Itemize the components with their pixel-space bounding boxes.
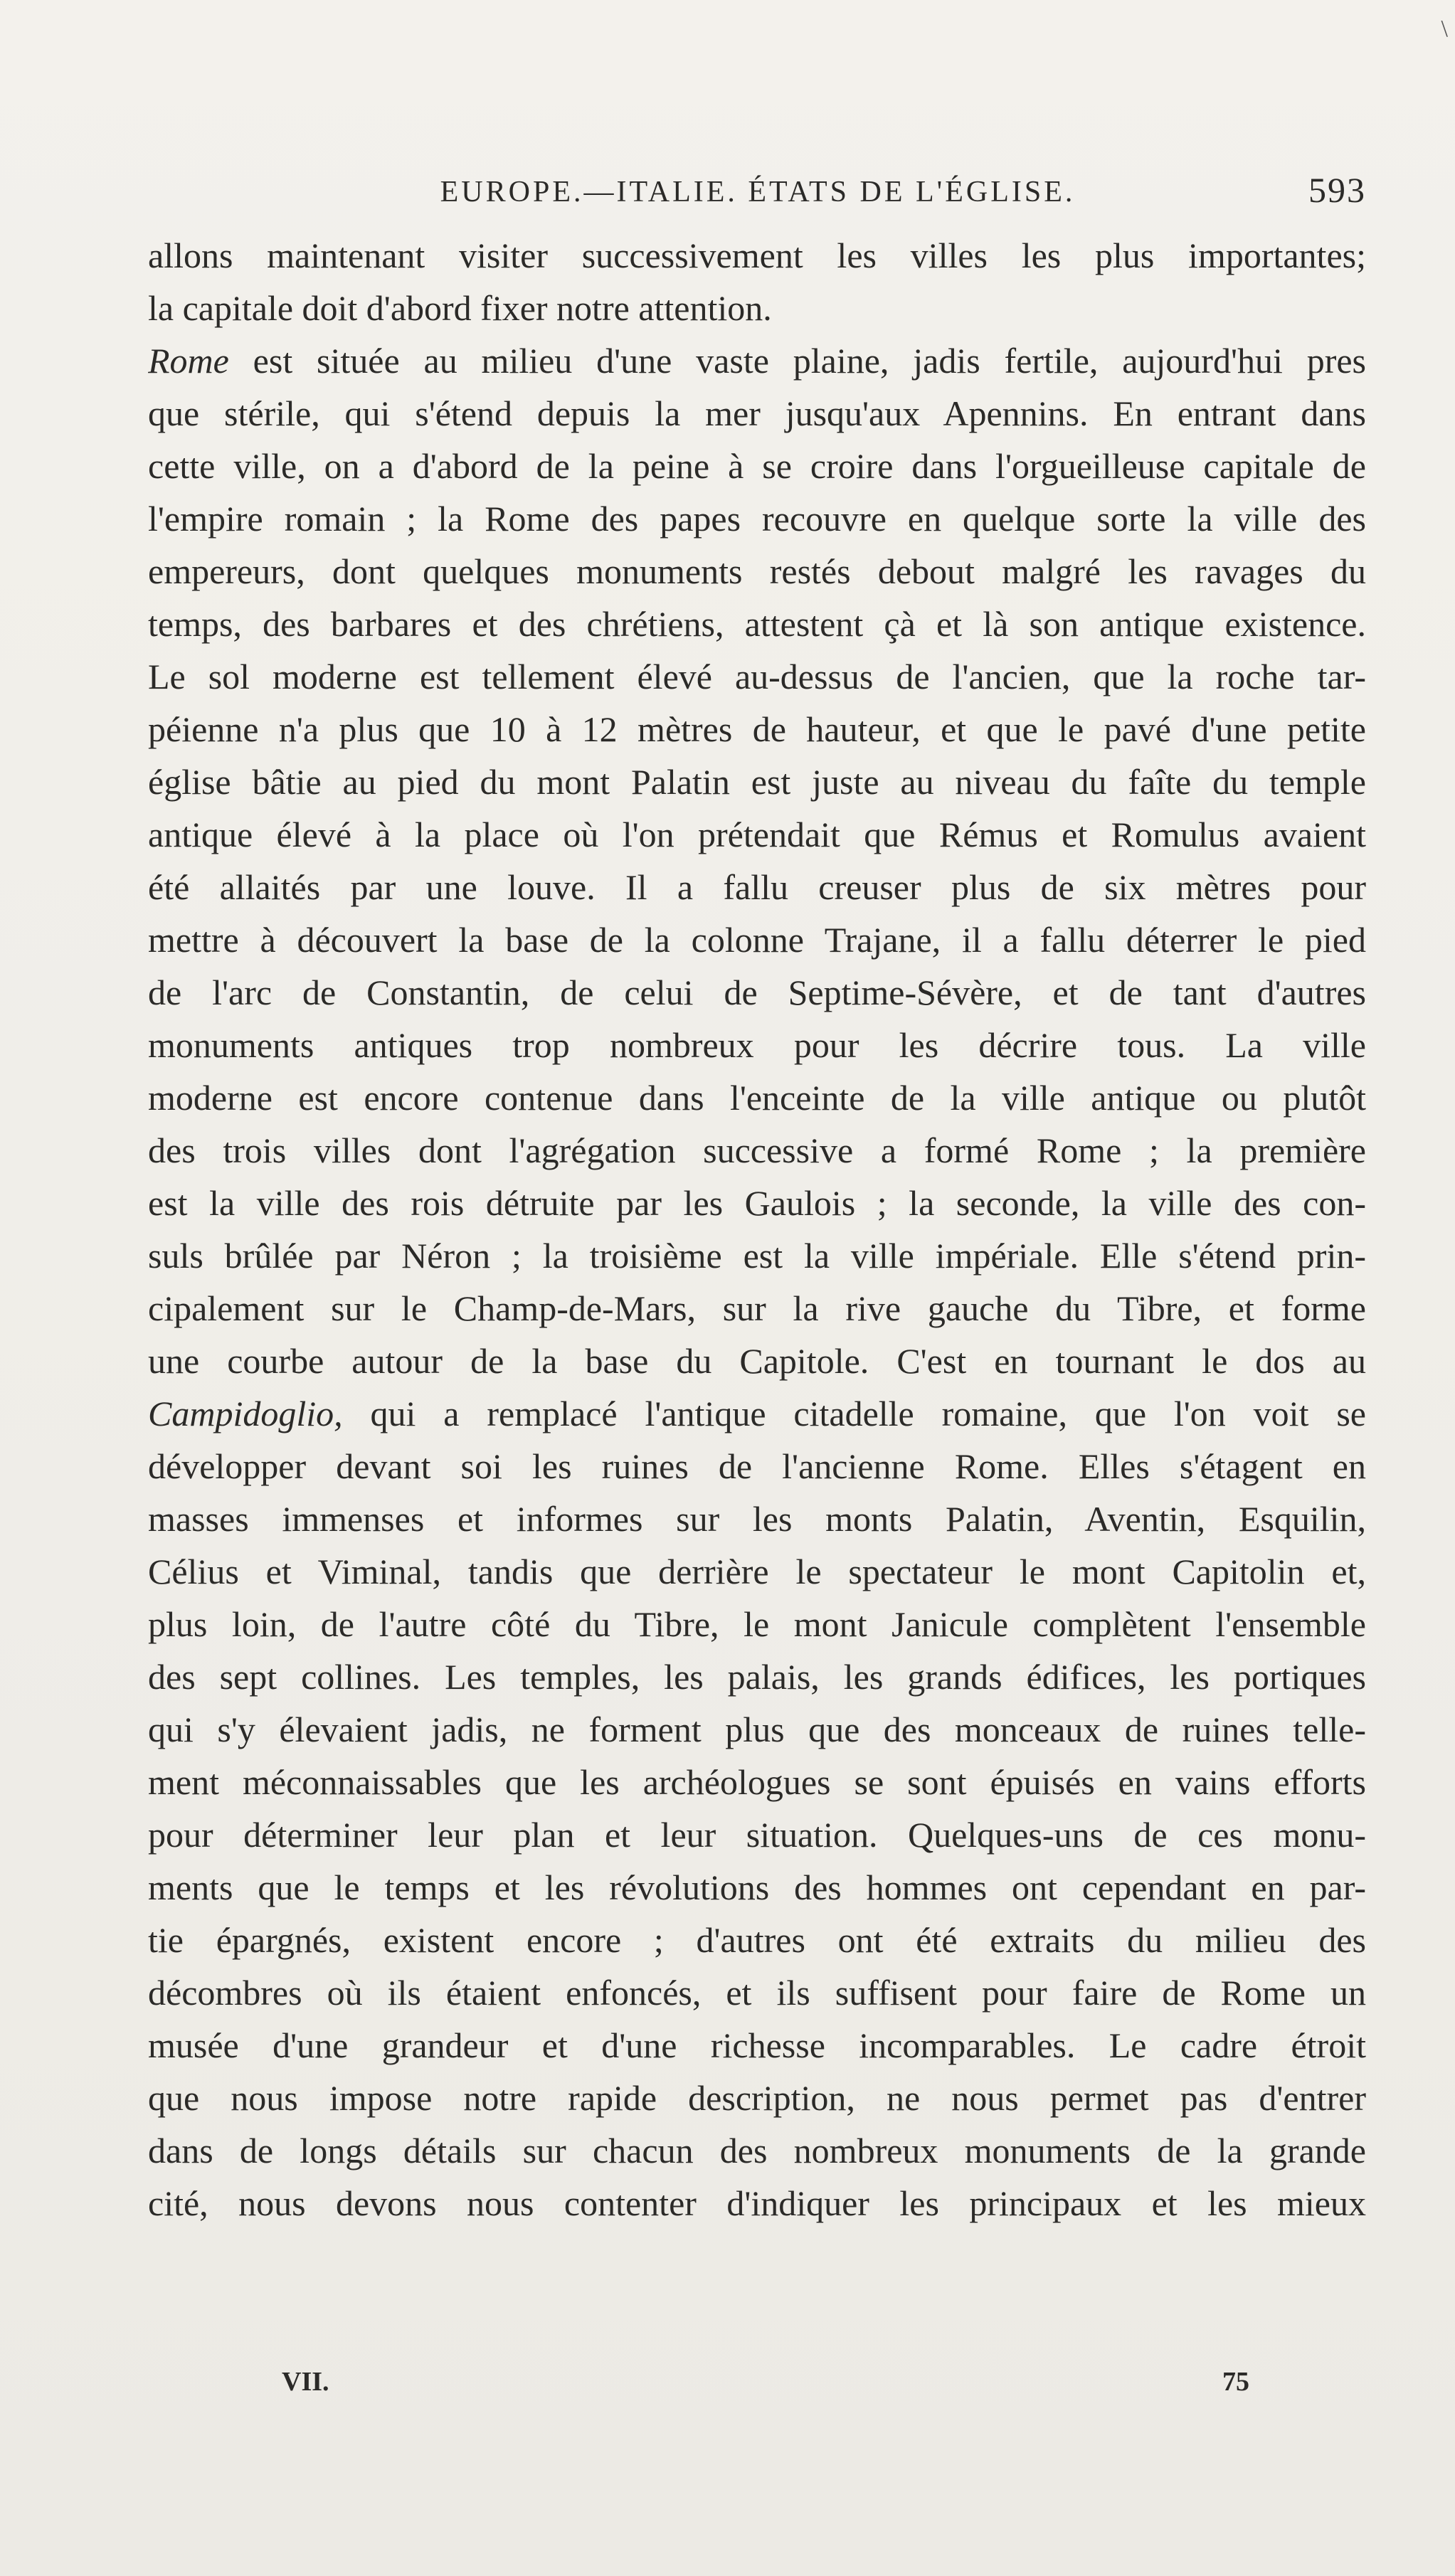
text-line: tie épargnés, existent encore ; d'autres ont été extraits du milieu des <box>148 1920 1366 1960</box>
corner-mark: \ <box>1441 16 1448 42</box>
text-line: plus loin, de l'autre côté du Tibre, le mont Janicule complètent l'ensemble <box>148 1604 1366 1644</box>
text-line: antique élevé à la place où l'on prétendait que Rémus et Romulus avaient <box>148 815 1366 854</box>
text-line: été allaités par une louve. Il a fallu creuser plus de six mètres pour <box>148 867 1366 907</box>
text-line: église bâtie au pied du mont Palatin est juste au niveau du faîte du temple <box>148 762 1366 802</box>
text-line: empereurs, dont quelques monuments restés debout malgré les ravages du <box>148 551 1366 591</box>
body-text <box>148 229 1366 2230</box>
text-line: dans de longs détails sur chacun des nombreux monuments de la grande <box>148 2131 1366 2170</box>
page-footer <box>282 2366 1249 2402</box>
running-head <box>149 170 1366 218</box>
italic-term: Rome <box>148 341 229 381</box>
text-run: qui a remplacé l'antique citadelle romaine, que l'on voit se <box>342 1394 1366 1433</box>
text-line: mettre à découvert la base de la colonne Trajane, il a fallu déterrer le pied <box>148 920 1366 960</box>
text-line: que stérile, qui s'étend depuis la mer jusqu'aux Apennins. En entrant dans <box>148 393 1366 433</box>
text-line: moderne est encore contenue dans l'enceinte de la ville antique ou plutôt <box>148 1078 1366 1118</box>
italic-term: Campidoglio, <box>148 1394 343 1433</box>
text-line: suls brûlée par Néron ; la troisième est la ville impériale. Elle s'étend prin- <box>148 1236 1366 1276</box>
text-line <box>148 334 1366 387</box>
text-line: pour déterminer leur plan et leur situation. Quelques-uns de ces monu- <box>148 1815 1366 1855</box>
page-number: 593 <box>1308 170 1366 210</box>
text-line: allons maintenant visiter successivement les villes les plus importantes; <box>148 235 1366 275</box>
text-line: une courbe autour de la base du Capitole. C'est en tournant le dos au <box>148 1341 1366 1381</box>
text-line: des sept collines. Les temples, les palais, les grands édifices, les portiques <box>148 1657 1366 1697</box>
text-line: ment méconnaissables que les archéologues se sont épuisés en vains efforts <box>148 1762 1366 1802</box>
text-line: monuments antiques trop nombreux pour les décrire tous. La ville <box>148 1025 1366 1065</box>
text-line: la capitale doit d'abord fixer notre attention. <box>148 288 772 328</box>
text-line: péienne n'a plus que 10 à 12 mètres de hauteur, et que le pavé d'une petite <box>148 709 1366 749</box>
text-line: de l'arc de Constantin, de celui de Septime-Sévère, et de tant d'autres <box>148 972 1366 1012</box>
text-line: temps, des barbares et des chrétiens, attestent çà et là son antique existence. <box>148 604 1366 644</box>
text-line: décombres où ils étaient enfoncés, et ils suffisent pour faire de Rome un <box>148 1973 1366 2013</box>
text-line: que nous impose notre rapide description, ne nous permet pas d'entrer <box>148 2078 1366 2118</box>
text-line: Célius et Viminal, tandis que derrière le spectateur le mont Capitolin et, <box>148 1552 1366 1591</box>
text-line: cette ville, on a d'abord de la peine à se croire dans l'orgueilleuse capitale de <box>148 446 1366 486</box>
sheet-number: 75 <box>1222 2367 1249 2397</box>
text-line: qui s'y élevaient jadis, ne forment plus que des monceaux de ruines telle- <box>148 1710 1366 1749</box>
text-line: ments que le temps et les révolutions des hommes ont cependant en par- <box>148 1867 1366 1907</box>
text-run: est située au milieu d'une vaste plaine, jadis fertile, aujourd'hui pres <box>228 341 1366 381</box>
text-line: Le sol moderne est tellement élevé au-dessus de l'ancien, que la roche tar- <box>148 657 1366 696</box>
text-line: cité, nous devons nous contenter d'indiquer les principaux et les mieux <box>148 2183 1366 2223</box>
text-line: des trois villes dont l'agrégation successive a formé Rome ; la première <box>148 1130 1366 1170</box>
text-line: musée d'une grandeur et d'une richesse incomparables. Le cadre étroit <box>148 2025 1366 2065</box>
signature-mark: VII. <box>282 2367 329 2397</box>
text-line: développer devant soi les ruines de l'ancienne Rome. Elles s'étagent en <box>148 1446 1366 1486</box>
running-title: EUROPE.—ITALIE. ÉTATS DE L'ÉGLISE. <box>440 176 1076 208</box>
text-line <box>148 1387 1366 1440</box>
text-line: l'empire romain ; la Rome des papes recouvre en quelque sorte la ville des <box>148 499 1366 539</box>
text-line: cipalement sur le Champ-de-Mars, sur la rive gauche du Tibre, et forme <box>148 1288 1366 1328</box>
text-line: masses immenses et informes sur les monts Palatin, Aventin, Esquilin, <box>148 1499 1366 1539</box>
text-line: est la ville des rois détruite par les Gaulois ; la seconde, la ville des con- <box>148 1183 1366 1223</box>
